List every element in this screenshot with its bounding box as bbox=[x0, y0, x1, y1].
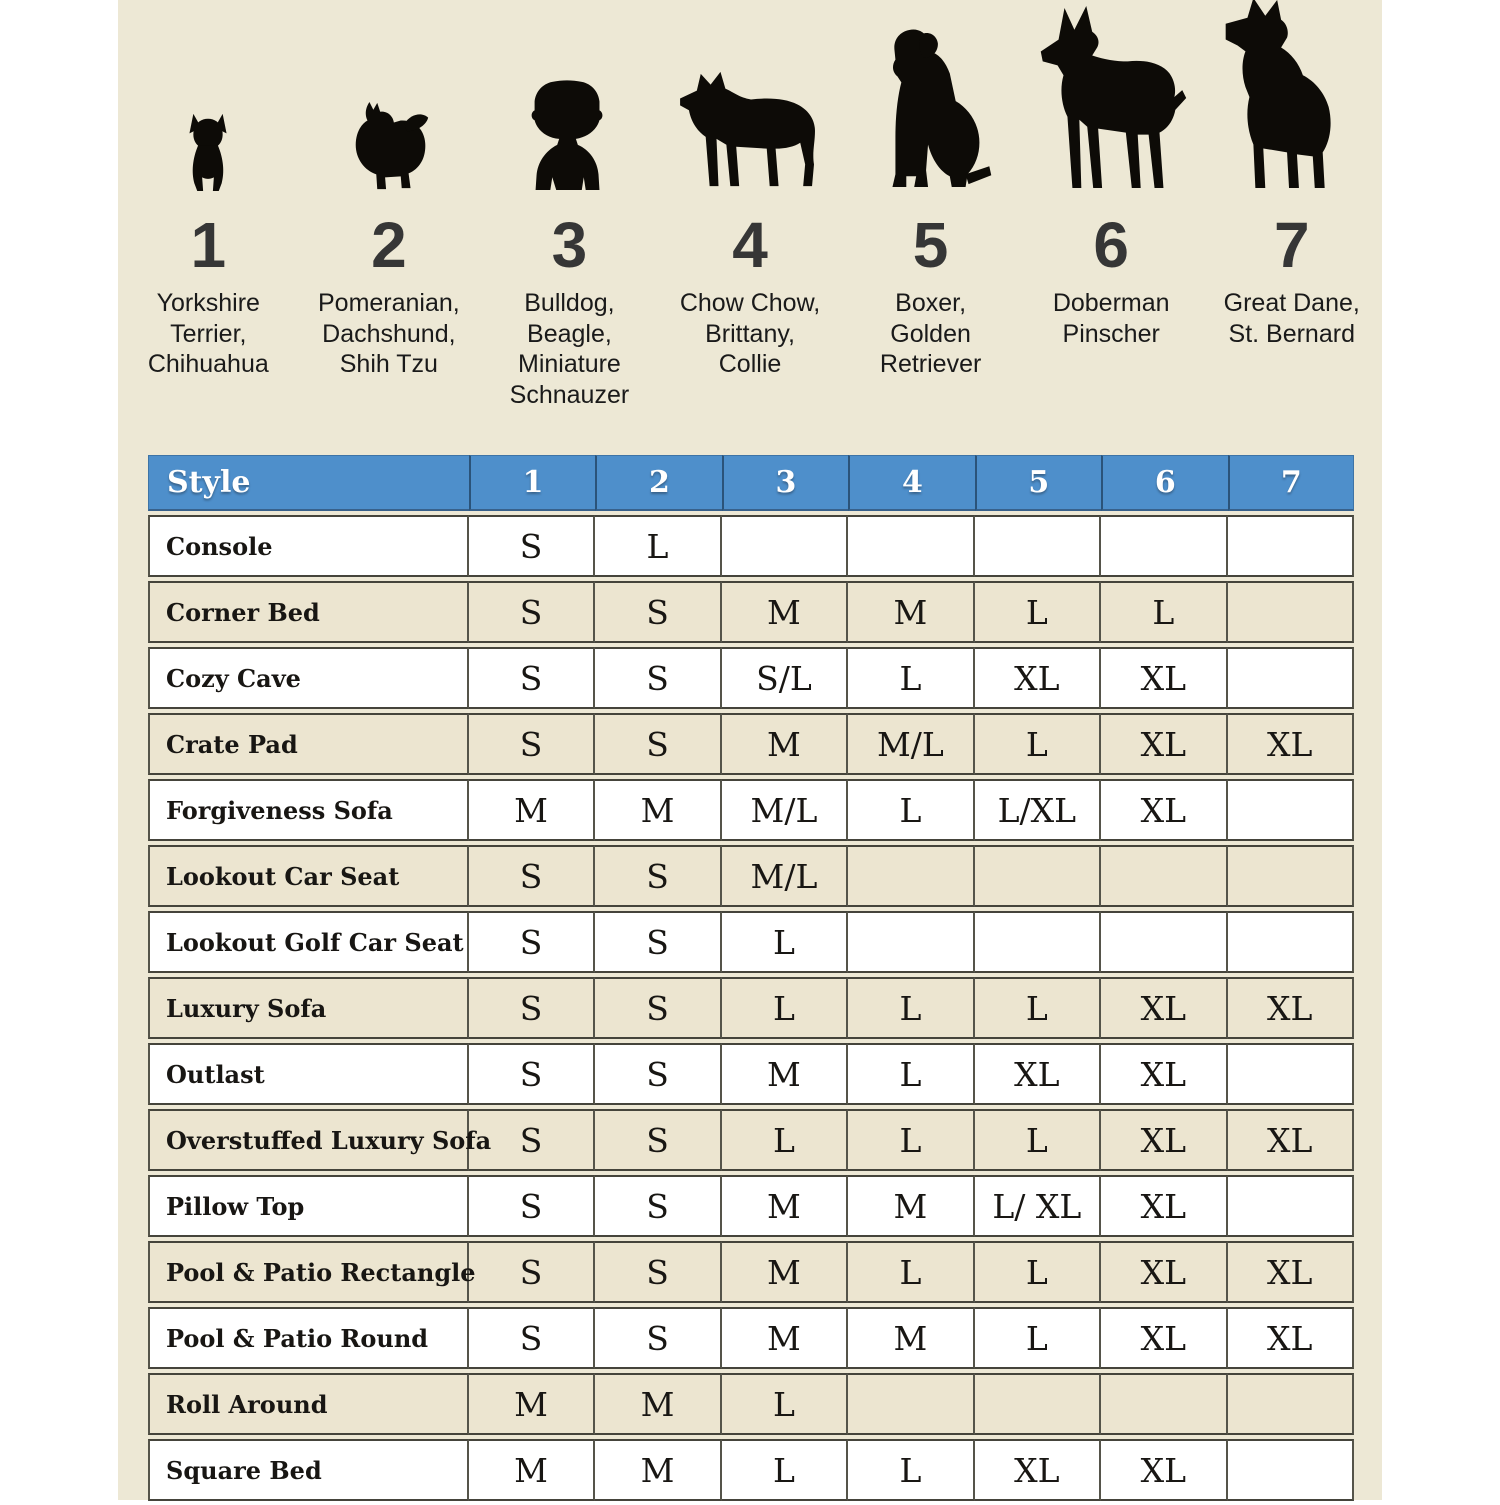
size-cell: M/L bbox=[722, 845, 848, 907]
size-cell bbox=[1101, 845, 1227, 907]
size-cell: S bbox=[469, 1175, 595, 1237]
size-cell: S bbox=[595, 713, 721, 775]
size-cell: L bbox=[722, 977, 848, 1039]
row-style-label: Pillow Top bbox=[148, 1175, 469, 1237]
bulldog-silhouette-icon bbox=[479, 0, 660, 200]
dog-group-breeds bbox=[1053, 288, 1170, 349]
size-cell: L bbox=[722, 1109, 848, 1171]
doberman-silhouette-icon bbox=[1021, 0, 1202, 200]
size-cell bbox=[848, 911, 974, 973]
row-style-label: Corner Bed bbox=[148, 581, 469, 643]
breed-line: Terrier, bbox=[170, 319, 247, 348]
size-cell: S bbox=[595, 1043, 721, 1105]
size-cell: M/L bbox=[848, 713, 974, 775]
size-cell: XL bbox=[1101, 977, 1227, 1039]
size-cell: XL bbox=[1101, 1439, 1227, 1501]
size-cell: XL bbox=[1101, 1109, 1227, 1171]
size-cell: XL bbox=[1101, 1241, 1227, 1303]
bed-size-table bbox=[148, 451, 1354, 1505]
dog-group-3 bbox=[479, 0, 660, 445]
table-row bbox=[148, 1043, 1354, 1105]
size-cell: S/L bbox=[722, 647, 848, 709]
size-cell: S bbox=[595, 581, 721, 643]
dog-group-number: 1 bbox=[190, 209, 227, 281]
breed-line: Bulldog, bbox=[524, 289, 615, 317]
size-cell: S bbox=[595, 1241, 721, 1303]
size-cell: L bbox=[848, 1109, 974, 1171]
size-cell bbox=[848, 1373, 974, 1435]
column-header-7: 7 bbox=[1228, 455, 1354, 511]
size-cell: S bbox=[469, 647, 595, 709]
size-cell bbox=[975, 911, 1101, 973]
size-cell: L bbox=[975, 713, 1101, 775]
collie-silhouette-icon bbox=[660, 0, 841, 200]
size-cell: M bbox=[469, 1373, 595, 1435]
size-cell: XL bbox=[1101, 713, 1227, 775]
row-style-label: Luxury Sofa bbox=[148, 977, 469, 1039]
dog-group-number: 3 bbox=[551, 209, 588, 281]
table-row bbox=[148, 911, 1354, 973]
size-cell: M bbox=[848, 1175, 974, 1237]
size-cell: S bbox=[469, 1109, 595, 1171]
breed-line: Chow Chow, bbox=[679, 289, 821, 317]
row-style-label: Forgiveness Sofa bbox=[148, 779, 469, 841]
size-cell bbox=[1228, 845, 1354, 907]
size-cell: XL bbox=[1101, 779, 1227, 841]
size-cell: XL bbox=[1101, 1307, 1227, 1369]
breed-line: Chihuahua bbox=[147, 350, 269, 378]
table-row bbox=[148, 977, 1354, 1039]
dog-group-7 bbox=[1201, 0, 1382, 445]
size-cell: M bbox=[469, 779, 595, 841]
column-header-2: 2 bbox=[595, 455, 721, 511]
size-cell: S bbox=[469, 581, 595, 643]
table-row bbox=[148, 1241, 1354, 1303]
size-cell: S bbox=[595, 1307, 721, 1369]
breed-line: St. Bernard bbox=[1228, 319, 1355, 348]
dog-group-breeds bbox=[148, 288, 269, 380]
size-cell: M bbox=[722, 1043, 848, 1105]
dog-group-number: 5 bbox=[912, 209, 949, 281]
size-cell: XL bbox=[1101, 1043, 1227, 1105]
size-cell: L bbox=[848, 647, 974, 709]
size-cell: L bbox=[848, 1439, 974, 1501]
size-cell: S bbox=[469, 845, 595, 907]
row-style-label: Overstuffed Luxury Sofa bbox=[148, 1109, 469, 1171]
size-cell: XL bbox=[975, 1439, 1101, 1501]
table-row bbox=[148, 581, 1354, 643]
breed-line: Miniature bbox=[518, 350, 621, 378]
size-cell: S bbox=[469, 1043, 595, 1105]
size-cell: L bbox=[595, 515, 721, 577]
size-cell: M bbox=[595, 1373, 721, 1435]
size-cell bbox=[1228, 581, 1354, 643]
size-cell bbox=[975, 845, 1101, 907]
size-cell: XL bbox=[975, 1043, 1101, 1105]
dog-group-number: 6 bbox=[1093, 209, 1129, 281]
row-style-label: Lookout Golf Car Seat bbox=[148, 911, 469, 973]
size-cell: S bbox=[469, 713, 595, 775]
size-cell bbox=[848, 845, 974, 907]
size-cell bbox=[1228, 911, 1354, 973]
size-cell: M bbox=[595, 1439, 721, 1501]
size-cell: S bbox=[469, 1241, 595, 1303]
breed-line: Pomeranian, bbox=[317, 289, 460, 317]
breed-line: Retriever bbox=[879, 350, 982, 378]
row-style-label: Pool & Patio Round bbox=[148, 1307, 469, 1369]
breed-line: Beagle, bbox=[527, 319, 612, 348]
row-style-label: Crate Pad bbox=[148, 713, 469, 775]
size-cell: L bbox=[1101, 581, 1227, 643]
breed-line: Doberman bbox=[1052, 289, 1170, 317]
size-cell: S bbox=[469, 977, 595, 1039]
breed-line: Collie bbox=[718, 350, 782, 378]
size-cell: L bbox=[722, 1373, 848, 1435]
size-cell: S bbox=[595, 1109, 721, 1171]
breed-line: Great Dane, bbox=[1223, 289, 1360, 317]
size-cell: L bbox=[975, 1241, 1101, 1303]
dog-group-breeds bbox=[1224, 288, 1360, 349]
dog-group-4 bbox=[660, 0, 841, 445]
size-cell bbox=[1228, 1439, 1354, 1501]
table-row bbox=[148, 1175, 1354, 1237]
size-cell: L bbox=[848, 977, 974, 1039]
size-cell bbox=[1228, 1373, 1354, 1435]
size-cell bbox=[1228, 779, 1354, 841]
size-cell: M bbox=[722, 581, 848, 643]
dog-group-breeds bbox=[318, 288, 460, 380]
size-cell: M bbox=[848, 1307, 974, 1369]
table-row bbox=[148, 1109, 1354, 1171]
size-cell bbox=[1228, 1043, 1354, 1105]
column-header-style: Style bbox=[148, 455, 469, 511]
dog-group-breeds bbox=[880, 288, 981, 380]
size-cell: M bbox=[722, 713, 848, 775]
size-cell bbox=[1101, 515, 1227, 577]
pomeranian-silhouette-icon bbox=[299, 0, 480, 200]
size-cell: M/L bbox=[722, 779, 848, 841]
size-cell: L bbox=[975, 1109, 1101, 1171]
size-cell: L bbox=[975, 1307, 1101, 1369]
table-row bbox=[148, 1307, 1354, 1369]
column-header-1: 1 bbox=[469, 455, 595, 511]
size-cell: XL bbox=[1101, 647, 1227, 709]
breed-line: Yorkshire bbox=[156, 289, 260, 317]
size-table-body bbox=[148, 515, 1354, 1501]
breed-line: Shih Tzu bbox=[339, 350, 438, 378]
size-cell: S bbox=[469, 1307, 595, 1369]
size-cell: L/XL bbox=[975, 779, 1101, 841]
size-cell bbox=[1228, 1175, 1354, 1237]
size-cell: M bbox=[469, 1439, 595, 1501]
table-row bbox=[148, 647, 1354, 709]
size-cell: S bbox=[595, 977, 721, 1039]
size-cell bbox=[1101, 1373, 1227, 1435]
size-cell: S bbox=[469, 515, 595, 577]
dog-group-breeds bbox=[680, 288, 820, 380]
row-style-label: Lookout Car Seat bbox=[148, 845, 469, 907]
dog-group-5 bbox=[840, 0, 1021, 445]
size-cell: S bbox=[595, 845, 721, 907]
size-cell: XL bbox=[1228, 713, 1354, 775]
dog-group-1 bbox=[118, 0, 299, 445]
dog-size-legend bbox=[118, 0, 1382, 445]
size-cell: XL bbox=[1228, 1241, 1354, 1303]
table-row bbox=[148, 845, 1354, 907]
dog-group-number: 4 bbox=[732, 209, 768, 281]
column-header-4: 4 bbox=[848, 455, 974, 511]
dog-group-number: 7 bbox=[1273, 209, 1310, 281]
column-header-3: 3 bbox=[722, 455, 848, 511]
row-style-label: Cozy Cave bbox=[148, 647, 469, 709]
size-cell bbox=[1101, 911, 1227, 973]
table-row bbox=[148, 1373, 1354, 1435]
breed-line: Boxer, bbox=[895, 289, 967, 317]
size-cell: XL bbox=[975, 647, 1101, 709]
dog-group-6 bbox=[1021, 0, 1202, 445]
size-cell bbox=[975, 1373, 1101, 1435]
size-cell: L bbox=[722, 1439, 848, 1501]
breed-line: Schnauzer bbox=[509, 380, 630, 409]
dog-group-number: 2 bbox=[371, 209, 407, 281]
size-cell: L/ XL bbox=[975, 1175, 1101, 1237]
size-cell: S bbox=[469, 911, 595, 973]
column-header-5: 5 bbox=[975, 455, 1101, 511]
row-style-label: Square Bed bbox=[148, 1439, 469, 1501]
size-cell: XL bbox=[1101, 1175, 1227, 1237]
table-row bbox=[148, 779, 1354, 841]
size-cell: M bbox=[722, 1241, 848, 1303]
column-header-6: 6 bbox=[1101, 455, 1227, 511]
size-cell: M bbox=[595, 779, 721, 841]
great-dane-silhouette-icon bbox=[1201, 0, 1382, 200]
size-cell: XL bbox=[1228, 1307, 1354, 1369]
size-cell: M bbox=[722, 1175, 848, 1237]
yorkshire-terrier-silhouette-icon bbox=[118, 0, 299, 200]
size-cell: L bbox=[848, 1241, 974, 1303]
size-cell bbox=[722, 515, 848, 577]
row-style-label: Roll Around bbox=[148, 1373, 469, 1435]
size-cell: L bbox=[975, 977, 1101, 1039]
size-cell bbox=[848, 515, 974, 577]
table-header-row bbox=[148, 455, 1354, 511]
row-style-label: Outlast bbox=[148, 1043, 469, 1105]
size-cell bbox=[975, 515, 1101, 577]
size-cell: M bbox=[722, 1307, 848, 1369]
breed-line: Golden bbox=[890, 319, 971, 348]
size-cell bbox=[1228, 515, 1354, 577]
row-style-label: Console bbox=[148, 515, 469, 577]
size-cell: S bbox=[595, 911, 721, 973]
boxer-silhouette-icon bbox=[840, 0, 1021, 200]
size-cell: L bbox=[848, 779, 974, 841]
size-cell: M bbox=[848, 581, 974, 643]
size-cell: XL bbox=[1228, 977, 1354, 1039]
size-cell: L bbox=[975, 581, 1101, 643]
table-row bbox=[148, 515, 1354, 577]
size-cell: S bbox=[595, 647, 721, 709]
size-cell: S bbox=[595, 1175, 721, 1237]
dog-group-2 bbox=[299, 0, 480, 445]
table-row bbox=[148, 1439, 1354, 1501]
size-cell: XL bbox=[1228, 1109, 1354, 1171]
breed-line: Brittany, bbox=[705, 319, 795, 348]
size-cell: L bbox=[722, 911, 848, 973]
breed-line: Pinscher bbox=[1062, 319, 1160, 348]
breed-line: Dachshund, bbox=[322, 319, 456, 348]
size-cell bbox=[1228, 647, 1354, 709]
size-cell: L bbox=[848, 1043, 974, 1105]
table-row bbox=[148, 713, 1354, 775]
dog-group-breeds bbox=[510, 288, 630, 410]
row-style-label: Pool & Patio Rectangle bbox=[148, 1241, 469, 1303]
